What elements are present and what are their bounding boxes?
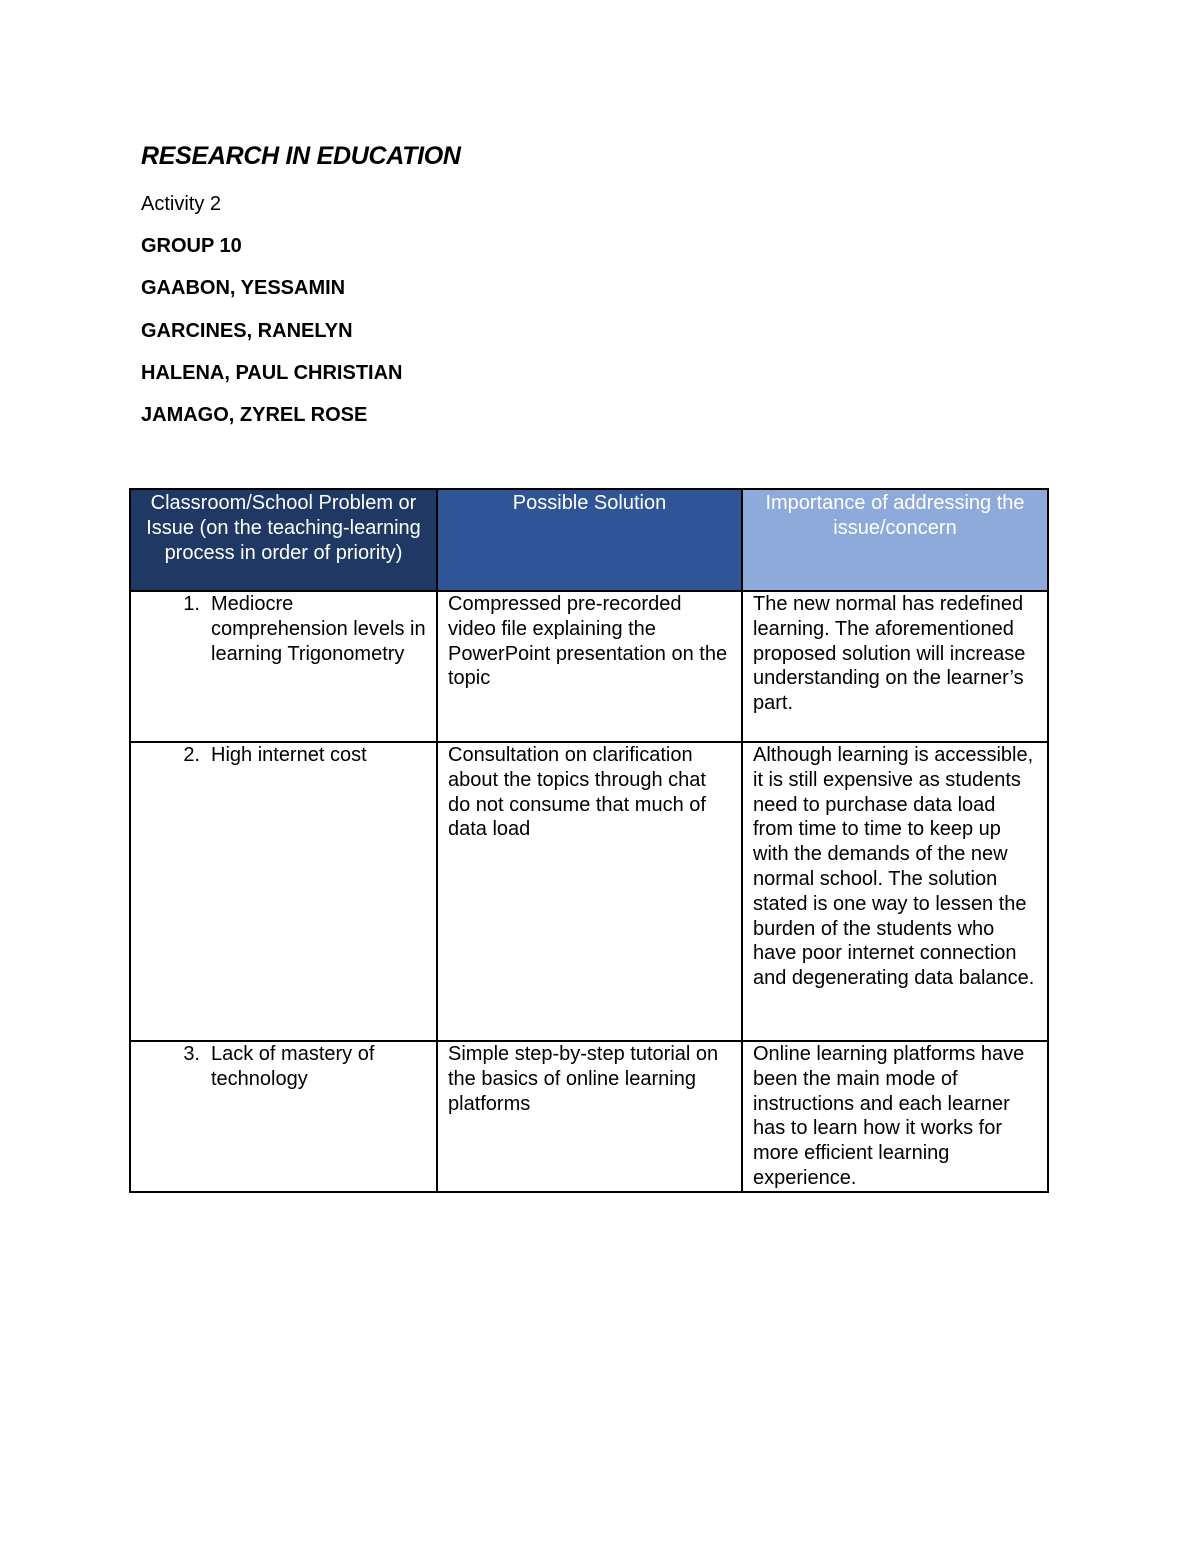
issues-table xyxy=(129,488,1049,1193)
solution-cell: Consultation on clarification about the topics through chat do not consume that much of data load xyxy=(437,742,742,1041)
problem-cell xyxy=(130,1041,437,1192)
problem-text: Mediocre comprehension levels in learning Trigonometry xyxy=(211,593,426,665)
table-row xyxy=(130,742,1048,1041)
solution-cell: Simple step-by-step tutorial on the basics of online learning platforms xyxy=(437,1041,742,1192)
problem-text: Lack of mastery of technology xyxy=(211,1043,375,1090)
document-title: RESEARCH IN EDUCATION xyxy=(141,142,461,170)
group-label: GROUP 10 xyxy=(141,235,242,257)
problem-cell xyxy=(130,742,437,1041)
activity-label: Activity 2 xyxy=(141,193,222,215)
item-number: 3. xyxy=(183,1043,200,1065)
solution-cell: Compressed pre-recorded video file explaining the PowerPoint presentation on the topic xyxy=(437,591,742,742)
table-row xyxy=(130,591,1048,742)
member-name: JAMAGO, ZYREL ROSE xyxy=(141,404,368,426)
importance-cell: Online learning platforms have been the main mode of instructions and each learner has to learn how it works for more efficient learning experience. xyxy=(742,1041,1048,1192)
header-problem: Classroom/School Problem or Issue (on the teaching-learning process in order of priority) xyxy=(130,489,437,591)
table-row xyxy=(130,1041,1048,1192)
header-importance: Importance of addressing the issue/concern xyxy=(742,489,1048,591)
header-solution: Possible Solution xyxy=(437,489,742,591)
problem-text: High internet cost xyxy=(211,744,367,766)
importance-cell: The new normal has redefined learning. The aforementioned proposed solution will increase understanding on the learner’s part. xyxy=(742,591,1048,742)
item-number: 1. xyxy=(183,593,200,615)
member-name: GARCINES, RANELYN xyxy=(141,320,353,342)
member-name: GAABON, YESSAMIN xyxy=(141,277,346,299)
member-name: HALENA, PAUL CHRISTIAN xyxy=(141,362,403,384)
table-header-row xyxy=(130,489,1048,591)
item-number: 2. xyxy=(183,744,200,766)
problem-cell xyxy=(130,591,437,742)
importance-cell: Although learning is accessible, it is still expensive as students need to purchase data load from time to time to keep up with the demands of the new normal school. The solution stated is one way to lessen the burden of the students who have poor internet connection and degenerating data balance. xyxy=(742,742,1048,1041)
